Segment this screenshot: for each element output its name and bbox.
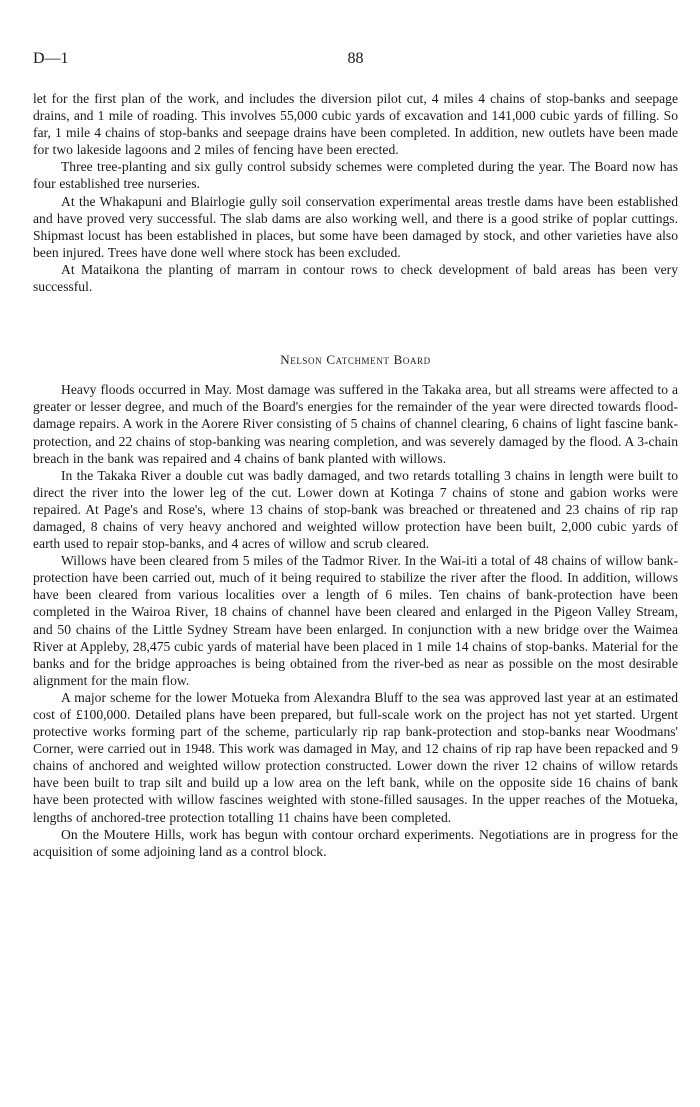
running-head — [33, 50, 678, 74]
paragraph-motueka-scheme: A major scheme for the lower Motueka from Alexandra Bluff to the sea was approved last year at an estimated cost of £100,000. Detailed plans have been prepared, but full-scale work on the project has not yet started. Urgent protective works forming part of the scheme, particularly rip rap bank-protection and stop-banks near Woodmans' Corner, were carried out in 1948. This work was damaged in May, and 12 chains of rip rap have been repacked and 9 chains of anchored and weighted willow protection constructed. Lower down the river 12 chains of willow retards have been built to trap silt and build up a low area on the left bank, while on the opposite side 16 chains of bank have been protected with willow fascines weighted with stone-filled sausages. In the upper reaches of the Motueka, lengths of anchored-tree protection totalling 11 chains have been completed. — [33, 689, 678, 825]
document-page — [33, 50, 678, 860]
report-body — [33, 90, 678, 860]
document-reference: D—1 — [33, 50, 69, 67]
paragraph-takaka-river: In the Takaka River a double cut was badly damaged, and two retards totalling 3 chains in length were built to direct the river into the lower leg of the cut. Lower down at Kotinga 7 chains of stone and gabion works were repaired. At Page's and Rose's, where 13 chains of stop-bank was breached or threatened and 23 chains of rip rap damaged, 8 chains of very heavy anchored and weighted willow protection have been built, 2,000 cubic yards of earth used to repair stop-banks, and 4 acres of willow and scrub cleared. — [33, 467, 678, 552]
page-number: 88 — [347, 50, 364, 67]
paragraph-tree-planting: Three tree-planting and six gully control subsidy schemes were completed during the year. The Board now has four established tree nurseries. — [33, 159, 678, 192]
paragraph-gully-conservation: At the Whakapuni and Blairlogie gully soil conservation experimental areas trestle dams have been established and have proved very successful. The slab dams are also working well, and there is a good strike of poplar cuttings. Shipmast locust has been established in places, but some have been damaged by stock, and other varieties have also been injured. Trees have done well where stock has been excluded. — [33, 193, 678, 260]
paragraph-continued: let for the first plan of the work, and includes the diversion pilot cut, 4 miles 4 chains of stop-banks and seepage drains, and 1 mile of roading. This involves 55,000 cubic yards of excavation and 141,000 cubic yards of filling. So far, 1 mile 4 chains of stop-banks and seepage drains have been completed. In addition, new outlets have been made for two lakeside lagoons and 2 miles of fencing have been erected. — [33, 91, 678, 158]
nelson-board-section — [33, 381, 678, 860]
paragraph-floods: Heavy floods occurred in May. Most damage was suffered in the Takaka area, but all streams were affected to a greater or lesser degree, and much of the Board's energies for the remainder of the year were directed towards flood-damage repairs. A work in the Aorere River consisting of 5 chains of channel clearing, 6 chains of light fascine bank-protection, and 22 chains of stop-banking was nearing completion, and was severely damaged by the flood. A 3-chain breach in the bank was repaired and 4 chains of bank planted with willows. — [33, 382, 678, 466]
section-heading-nelson: Nelson Catchment Board — [280, 352, 431, 368]
previous-board-section — [33, 90, 678, 295]
paragraph-willows-cleared: Willows have been cleared from 5 miles of the Tadmor River. In the Wai-iti a total of 48 chains of willow bank-protection have been carried out, much of it being required to stabilize the river after the flood. In addition, willows have been cleared from various localities over a length of 6 miles. Ten chains of bank-protection have been completed in the Wairoa River, 18 chains of channel have been cleared and enlarged in the Pigeon Valley Stream, and 50 chains of the Little Sydney Stream have been enlarged. In conjunction with a new bridge over the Waimea River at Appleby, 28,475 cubic yards of material have been placed in 1 mile 14 chains of stop-banks. Material for the banks and for the bridge approaches is being obtained from the river-bed as near as possible on the most desirable alignment for the main flow. — [33, 553, 678, 688]
paragraph-mataikona: At Mataikona the planting of marram in contour rows to check development of bald areas has been very successful. — [33, 261, 678, 295]
paragraph-moutere-hills: On the Moutere Hills, work has begun with contour orchard experiments. Negotiations are in progress for the acquisition of some adjoining land as a control block. — [33, 826, 678, 859]
